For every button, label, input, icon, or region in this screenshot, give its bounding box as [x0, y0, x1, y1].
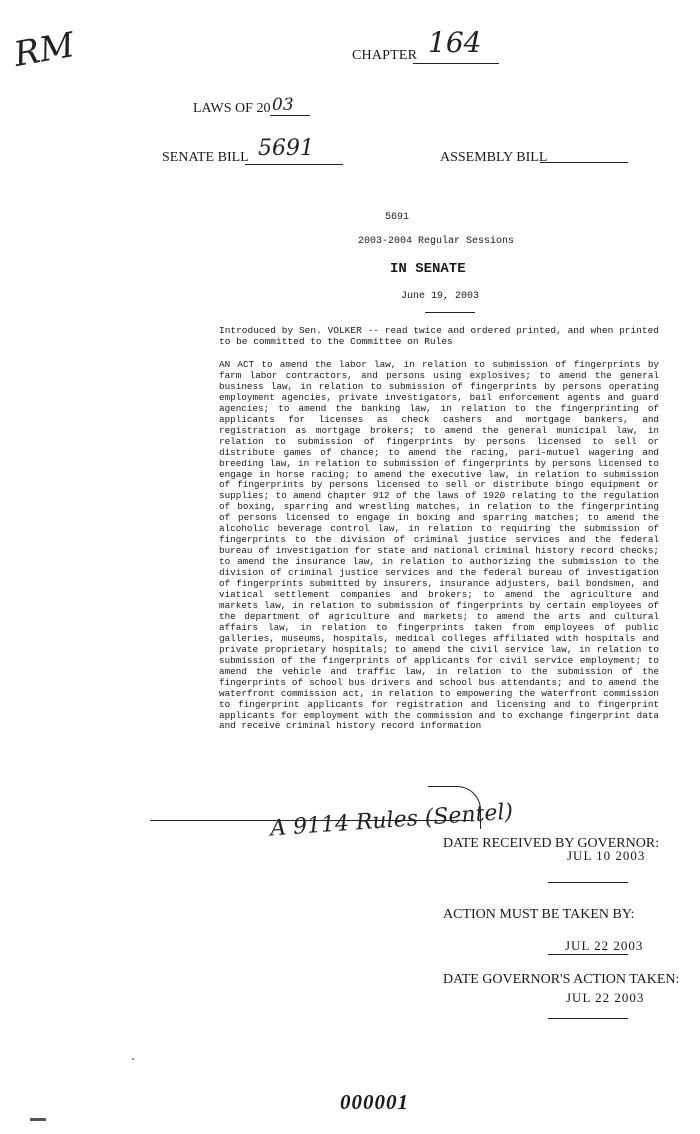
action-taken-line [548, 1018, 628, 1019]
handwritten-rules-note: A 9114 Rules (Sentel) [269, 799, 514, 842]
action-deadline-stamp: JUL 22 2003 [565, 938, 644, 953]
senate-bill-number: 5691 [258, 136, 314, 161]
act-text: AN ACT to amend the labor law, in relation to submission of fingerprints by farm labor contractors, and persons using explosives; to amend the general business law, in relation to submission of fingerprints by persons operating employment agencies, private investigators, bail enforcement agents and guard agencies; to amend the banking law, in relation to the fingerprinting of applicants for licenses as check cashers and mortgage bankers, and registration as mortgage brokers; to amend the general municipal law, in relation to submission of fingerprints by persons licensed to sell or distribute games of chance; to amend the racing, pari-mutuel wagering and breeding law, in relation to submission of fingerprints by persons licensed to engage in horse racing; to amend the executive law, in relation to submission of fingerprints by persons licensed to sell or distribute bingo equipment or supplies; to amend chapter 912 of the laws of 1920 relating to the regulation of boxing, sparring and wrestling matches, in relation to the fingerprinting of persons licensed to engage in boxing and sparring matches; to amend the alcoholic beverage control law, in relation to requiring the submission of fingerprints to the division of criminal justice services and the federal bureau of investigation for state and national criminal history record checks; to amend the insurance law, in relation to authorizing the submission to the division of criminal justice services and the federal bureau of investigation of fingerprints submitted by insurers, insurance adjusters, bail bondsmen, and viatical settlement companies and brokers; to amend the agriculture and markets law, in relation to submission of fingerprints by certain employees of the department of agriculture and markets; to amend the arts and cultural affairs law, in relation to fingerprints taken from employees of public galleries, museums, hospitals, medical colleges affiliated with hospitals and private proprietary hospitals; to amend the civil service law, in relation to submission of the fingerprints of applicants for civil service employment; to amend the vehicle and traffic law, in relation to the submission of the fingerprints of school bus drivers and school bus attendants; and to amend the waterfront commission act, in relation to empowering the waterfront commission to fingerprint applicants for registration and licensing and to fingerprint applicants for employment with the commission and to exchange fingerprint data and receive criminal history record information [219, 359, 659, 732]
introduction-text: Introduced by Sen. VOLKER -- read twice and ordered printed, and when printed to be committed to the Committee on Rules [219, 325, 659, 347]
senate-bill-line [245, 164, 343, 165]
house-heading: IN SENATE [390, 261, 466, 277]
action-deadline-line [548, 954, 628, 955]
chapter-number: 164 [428, 26, 482, 59]
date-rule [425, 312, 475, 313]
action-taken-label: DATE GOVERNOR'S ACTION TAKEN: [443, 972, 680, 987]
bill-number: 5691 [385, 212, 410, 223]
assembly-bill-line [540, 162, 628, 163]
chapter-line [413, 63, 499, 64]
bill-date: June 19, 2003 [401, 291, 480, 302]
session-label: 2003-2004 Regular Sessions [358, 236, 515, 247]
page-number-stamp: 000001 [340, 1090, 409, 1114]
scan-speck [132, 1058, 134, 1060]
laws-year-line [270, 115, 310, 116]
scan-corner-mark [30, 1118, 46, 1121]
senate-bill-label: SENATE BILL [162, 150, 249, 165]
action-deadline-label: ACTION MUST BE TAKEN BY: [443, 907, 635, 922]
laws-of-label: LAWS OF 20 [193, 101, 271, 116]
assembly-bill-label: ASSEMBLY BILL [440, 150, 548, 165]
handwritten-initials: RM [10, 25, 78, 75]
chapter-label: CHAPTER [352, 48, 418, 63]
date-received-line [548, 882, 628, 883]
date-received-stamp: JUL 10 2003 [567, 848, 646, 863]
laws-year: 03 [272, 95, 294, 115]
handwritten-bracket [428, 786, 481, 829]
date-received-label: DATE RECEIVED BY GOVERNOR: [443, 836, 660, 851]
action-taken-stamp: JUL 22 2003 [566, 990, 645, 1005]
